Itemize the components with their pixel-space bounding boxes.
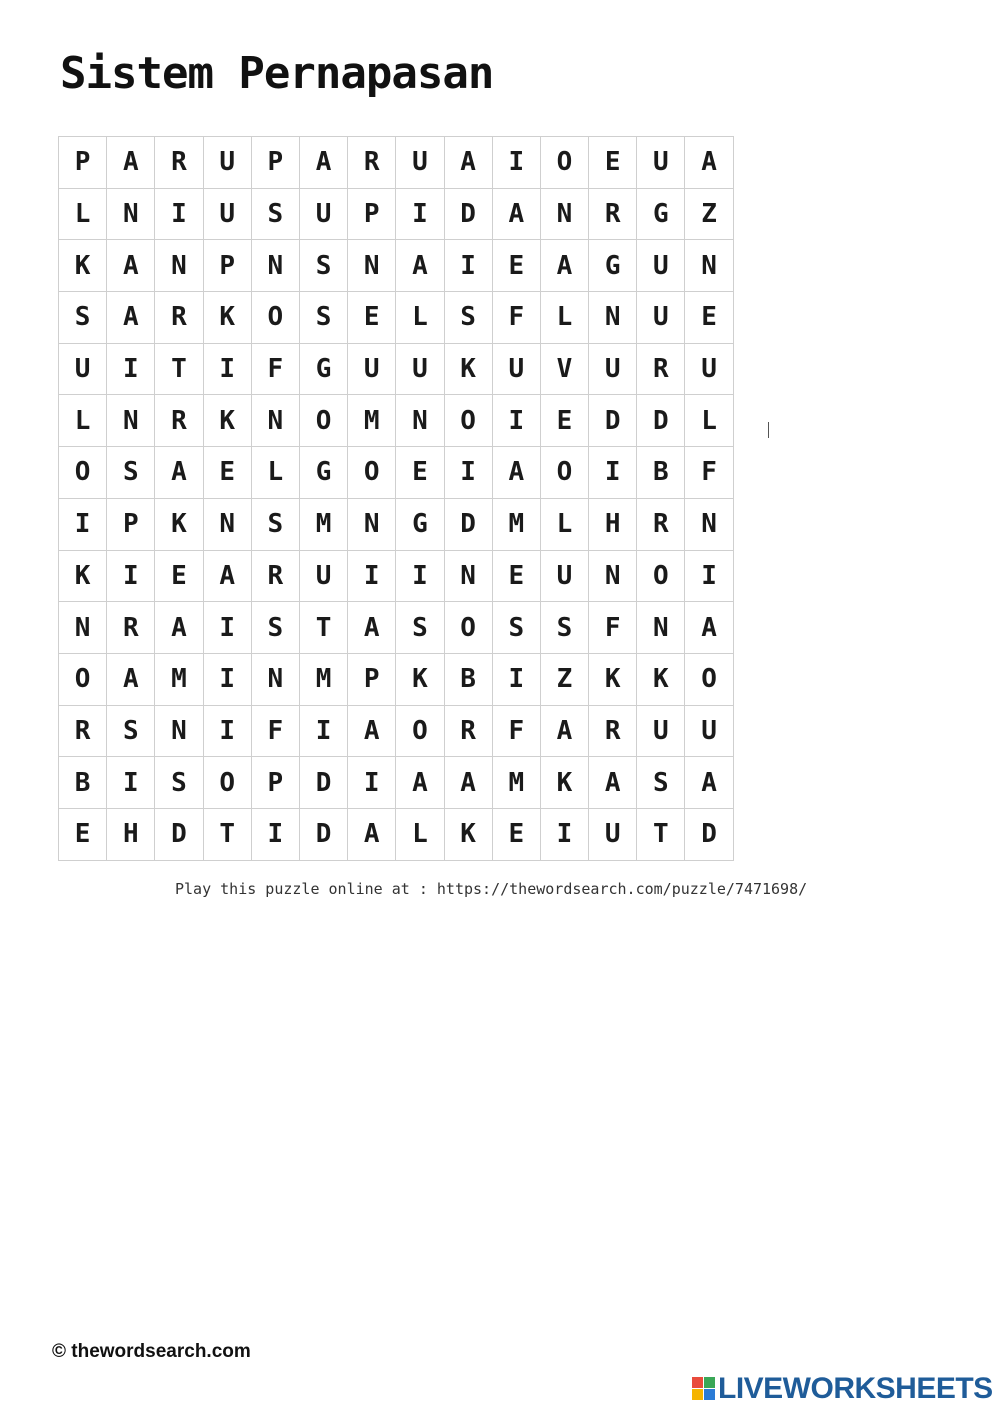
word-search-grid <box>58 136 734 861</box>
grid-cell[interactable]: N <box>444 550 492 602</box>
grid-cell[interactable]: R <box>251 550 299 602</box>
grid-cell[interactable]: I <box>348 757 396 809</box>
grid-cell[interactable]: A <box>492 188 540 240</box>
grid-cell[interactable]: P <box>107 498 155 550</box>
grid-cell[interactable]: A <box>396 757 444 809</box>
grid-row <box>59 705 734 757</box>
grid-cell[interactable]: O <box>251 292 299 344</box>
grid-cell[interactable]: U <box>540 550 588 602</box>
grid-cell[interactable]: B <box>59 757 107 809</box>
liveworksheets-logo-text: LIVEWORKSHEETS <box>718 1372 993 1405</box>
grid-cell[interactable]: T <box>203 808 251 860</box>
grid-cell[interactable]: I <box>59 498 107 550</box>
grid-cell[interactable]: U <box>203 188 251 240</box>
grid-cell[interactable]: F <box>685 447 733 499</box>
grid-cell[interactable]: S <box>396 602 444 654</box>
grid-cell[interactable]: E <box>492 240 540 292</box>
grid-row <box>59 137 734 189</box>
grid-cell[interactable]: M <box>492 498 540 550</box>
grid-cell[interactable]: N <box>540 188 588 240</box>
grid-cell[interactable]: I <box>203 602 251 654</box>
grid-cell[interactable]: P <box>348 188 396 240</box>
grid-cell[interactable]: B <box>637 447 685 499</box>
grid-row <box>59 550 734 602</box>
grid-cell[interactable]: F <box>589 602 637 654</box>
grid-cell[interactable]: U <box>637 292 685 344</box>
grid-cell[interactable]: S <box>155 757 203 809</box>
grid-cell[interactable]: L <box>251 447 299 499</box>
grid-row <box>59 188 734 240</box>
grid-cell[interactable]: K <box>203 395 251 447</box>
grid-cell[interactable]: T <box>155 343 203 395</box>
grid-row <box>59 653 734 705</box>
text-cursor <box>768 422 769 438</box>
grid-cell[interactable]: O <box>637 550 685 602</box>
grid-cell[interactable]: F <box>492 292 540 344</box>
grid-cell[interactable]: N <box>685 240 733 292</box>
grid-cell[interactable]: O <box>540 447 588 499</box>
grid-cell[interactable]: I <box>348 550 396 602</box>
grid-cell[interactable]: R <box>444 705 492 757</box>
grid-cell[interactable]: A <box>685 757 733 809</box>
grid-cell[interactable]: L <box>59 395 107 447</box>
grid-cell[interactable]: M <box>155 653 203 705</box>
grid-cell[interactable]: F <box>251 343 299 395</box>
grid-cell[interactable]: M <box>299 653 347 705</box>
grid-cell[interactable]: O <box>59 653 107 705</box>
grid-cell[interactable]: U <box>59 343 107 395</box>
grid-cell[interactable]: R <box>155 395 203 447</box>
grid-cell[interactable]: K <box>59 550 107 602</box>
grid-cell[interactable]: I <box>155 188 203 240</box>
grid-cell[interactable]: D <box>444 498 492 550</box>
grid-cell[interactable]: E <box>492 808 540 860</box>
grid-cell[interactable]: N <box>251 653 299 705</box>
grid-cell[interactable]: U <box>637 705 685 757</box>
grid-cell[interactable]: Z <box>685 188 733 240</box>
grid-cell[interactable]: U <box>396 137 444 189</box>
grid-cell[interactable]: I <box>492 653 540 705</box>
liveworksheets-logo <box>692 1374 993 1404</box>
grid-cell[interactable]: K <box>155 498 203 550</box>
grid-cell[interactable]: E <box>589 137 637 189</box>
grid-cell[interactable]: O <box>299 395 347 447</box>
grid-cell[interactable]: S <box>492 602 540 654</box>
grid-cell[interactable]: I <box>396 188 444 240</box>
grid-cell[interactable]: K <box>203 292 251 344</box>
grid-cell[interactable]: E <box>540 395 588 447</box>
grid-cell[interactable]: N <box>251 240 299 292</box>
grid-cell[interactable]: T <box>637 808 685 860</box>
grid-cell[interactable]: M <box>348 395 396 447</box>
grid-cell[interactable]: D <box>299 757 347 809</box>
grid-cell[interactable]: O <box>203 757 251 809</box>
grid-cell[interactable]: A <box>155 447 203 499</box>
grid-cell[interactable]: A <box>492 447 540 499</box>
grid-cell[interactable]: A <box>685 602 733 654</box>
grid-row <box>59 602 734 654</box>
grid-cell[interactable]: O <box>396 705 444 757</box>
grid-cell[interactable]: I <box>685 550 733 602</box>
grid-cell[interactable]: G <box>589 240 637 292</box>
grid-cell[interactable]: S <box>251 188 299 240</box>
grid-cell[interactable]: A <box>348 602 396 654</box>
grid-cell[interactable]: K <box>540 757 588 809</box>
grid-cell[interactable]: A <box>444 757 492 809</box>
grid-cell[interactable]: A <box>107 292 155 344</box>
grid-cell[interactable]: G <box>396 498 444 550</box>
grid-cell[interactable]: S <box>251 602 299 654</box>
grid-row <box>59 292 734 344</box>
grid-cell[interactable]: N <box>396 395 444 447</box>
grid-cell[interactable]: U <box>299 188 347 240</box>
grid-cell[interactable]: N <box>637 602 685 654</box>
grid-cell[interactable]: N <box>155 240 203 292</box>
grid-cell[interactable]: L <box>396 808 444 860</box>
grid-cell[interactable]: A <box>589 757 637 809</box>
grid-cell[interactable]: K <box>444 343 492 395</box>
grid-cell[interactable]: R <box>155 137 203 189</box>
grid-cell[interactable]: D <box>637 395 685 447</box>
grid-cell[interactable]: D <box>589 395 637 447</box>
grid-cell[interactable]: M <box>492 757 540 809</box>
grid-cell[interactable]: K <box>444 808 492 860</box>
copyright-text: © thewordsearch.com <box>52 1341 251 1362</box>
grid-cell[interactable]: D <box>299 808 347 860</box>
grid-row <box>59 447 734 499</box>
grid-cell[interactable]: P <box>348 653 396 705</box>
grid-cell[interactable]: E <box>492 550 540 602</box>
grid-cell[interactable]: M <box>299 498 347 550</box>
grid-cell[interactable]: I <box>444 447 492 499</box>
grid-cell[interactable]: R <box>589 188 637 240</box>
grid-row <box>59 757 734 809</box>
grid-cell[interactable]: A <box>299 137 347 189</box>
grid-cell[interactable]: I <box>444 240 492 292</box>
grid-cell[interactable]: O <box>685 653 733 705</box>
grid-cell[interactable]: P <box>59 137 107 189</box>
grid-cell[interactable]: N <box>107 188 155 240</box>
grid-cell[interactable]: U <box>637 240 685 292</box>
grid-cell[interactable]: E <box>155 550 203 602</box>
grid-cell[interactable]: S <box>59 292 107 344</box>
grid-cell[interactable]: O <box>444 602 492 654</box>
grid-cell[interactable]: R <box>637 498 685 550</box>
grid-cell[interactable]: K <box>396 653 444 705</box>
grid-cell[interactable]: A <box>203 550 251 602</box>
grid-cell[interactable]: P <box>203 240 251 292</box>
grid-cell[interactable]: I <box>203 343 251 395</box>
grid-cell[interactable]: G <box>299 447 347 499</box>
grid-cell[interactable]: N <box>251 395 299 447</box>
grid-cell[interactable]: I <box>107 757 155 809</box>
grid-cell[interactable]: F <box>492 705 540 757</box>
grid-cell[interactable]: R <box>589 705 637 757</box>
grid-cell[interactable]: A <box>540 240 588 292</box>
grid-cell[interactable]: N <box>589 550 637 602</box>
grid-cell[interactable]: A <box>540 705 588 757</box>
grid-cell[interactable]: A <box>348 808 396 860</box>
grid-cell[interactable]: O <box>444 395 492 447</box>
grid-cell[interactable]: A <box>107 653 155 705</box>
grid-row <box>59 498 734 550</box>
grid-cell[interactable]: S <box>251 498 299 550</box>
grid-cell[interactable]: N <box>155 705 203 757</box>
grid-cell[interactable]: R <box>348 137 396 189</box>
grid-cell[interactable]: S <box>540 602 588 654</box>
grid-cell[interactable]: D <box>155 808 203 860</box>
grid-cell[interactable]: S <box>299 240 347 292</box>
grid-cell[interactable]: L <box>396 292 444 344</box>
grid-cell[interactable]: E <box>348 292 396 344</box>
page-title: Sistem Pernapasan <box>60 48 494 99</box>
grid-cell[interactable]: S <box>107 447 155 499</box>
grid-cell[interactable]: O <box>540 137 588 189</box>
grid-cell[interactable]: H <box>107 808 155 860</box>
grid-cell[interactable]: U <box>589 808 637 860</box>
liveworksheets-icon <box>692 1377 716 1401</box>
grid-cell[interactable]: F <box>251 705 299 757</box>
grid-cell[interactable]: U <box>685 705 733 757</box>
grid-cell[interactable]: R <box>107 602 155 654</box>
grid-cell[interactable]: U <box>299 550 347 602</box>
grid-cell[interactable]: U <box>203 137 251 189</box>
grid-cell[interactable]: R <box>155 292 203 344</box>
grid-cell[interactable]: V <box>540 343 588 395</box>
grid-cell[interactable]: I <box>203 705 251 757</box>
grid-cell[interactable]: I <box>203 653 251 705</box>
grid-cell[interactable]: G <box>637 188 685 240</box>
grid-cell[interactable]: H <box>589 498 637 550</box>
grid-cell[interactable]: I <box>589 447 637 499</box>
grid-cell[interactable]: S <box>444 292 492 344</box>
grid-cell[interactable]: L <box>540 498 588 550</box>
grid-cell[interactable]: K <box>589 653 637 705</box>
grid-cell[interactable]: L <box>685 395 733 447</box>
grid-cell[interactable]: E <box>59 808 107 860</box>
grid-cell[interactable]: R <box>637 343 685 395</box>
grid-cell[interactable]: N <box>348 240 396 292</box>
grid-cell[interactable]: I <box>107 343 155 395</box>
grid-cell[interactable]: U <box>348 343 396 395</box>
grid-cell[interactable]: I <box>251 808 299 860</box>
grid-row <box>59 343 734 395</box>
grid-cell[interactable]: D <box>685 808 733 860</box>
grid-cell[interactable]: N <box>685 498 733 550</box>
grid-cell[interactable]: N <box>203 498 251 550</box>
grid-cell[interactable]: O <box>59 447 107 499</box>
grid-cell[interactable]: S <box>637 757 685 809</box>
grid-cell[interactable]: Z <box>540 653 588 705</box>
grid-cell[interactable]: E <box>203 447 251 499</box>
grid-cell[interactable]: N <box>107 395 155 447</box>
grid-cell[interactable]: U <box>685 343 733 395</box>
grid-cell[interactable]: A <box>107 240 155 292</box>
grid-cell[interactable]: S <box>107 705 155 757</box>
grid-cell[interactable]: E <box>685 292 733 344</box>
grid-cell[interactable]: N <box>348 498 396 550</box>
grid-cell[interactable]: I <box>107 550 155 602</box>
grid-cell[interactable]: U <box>637 137 685 189</box>
grid-cell[interactable]: A <box>107 137 155 189</box>
grid-cell[interactable]: E <box>396 447 444 499</box>
grid-cell[interactable]: A <box>396 240 444 292</box>
grid-row <box>59 808 734 860</box>
online-puzzle-link-text: Play this puzzle online at : https://thewordsearch.com/puzzle/7471698/ <box>175 880 808 898</box>
grid-cell[interactable]: A <box>685 137 733 189</box>
grid-cell[interactable]: U <box>589 343 637 395</box>
grid-cell[interactable]: D <box>444 188 492 240</box>
grid-cell[interactable]: K <box>59 240 107 292</box>
grid-row <box>59 240 734 292</box>
grid-cell[interactable]: T <box>299 602 347 654</box>
grid-cell[interactable]: I <box>396 550 444 602</box>
grid-cell[interactable]: R <box>59 705 107 757</box>
grid-cell[interactable]: A <box>155 602 203 654</box>
grid-cell[interactable]: I <box>492 137 540 189</box>
grid-cell[interactable]: B <box>444 653 492 705</box>
grid-cell[interactable]: O <box>348 447 396 499</box>
grid-row <box>59 395 734 447</box>
grid-cell[interactable]: N <box>589 292 637 344</box>
grid-cell[interactable]: I <box>299 705 347 757</box>
grid-cell[interactable]: N <box>59 602 107 654</box>
grid-cell[interactable]: U <box>396 343 444 395</box>
grid-cell[interactable]: L <box>540 292 588 344</box>
grid-cell[interactable]: P <box>251 137 299 189</box>
grid-cell[interactable]: I <box>540 808 588 860</box>
grid-cell[interactable]: S <box>299 292 347 344</box>
grid-cell[interactable]: I <box>492 395 540 447</box>
grid-cell[interactable]: L <box>59 188 107 240</box>
grid-cell[interactable]: K <box>637 653 685 705</box>
grid-cell[interactable]: A <box>348 705 396 757</box>
grid-cell[interactable]: P <box>251 757 299 809</box>
grid-cell[interactable]: G <box>299 343 347 395</box>
grid-cell[interactable]: A <box>444 137 492 189</box>
grid-cell[interactable]: U <box>492 343 540 395</box>
